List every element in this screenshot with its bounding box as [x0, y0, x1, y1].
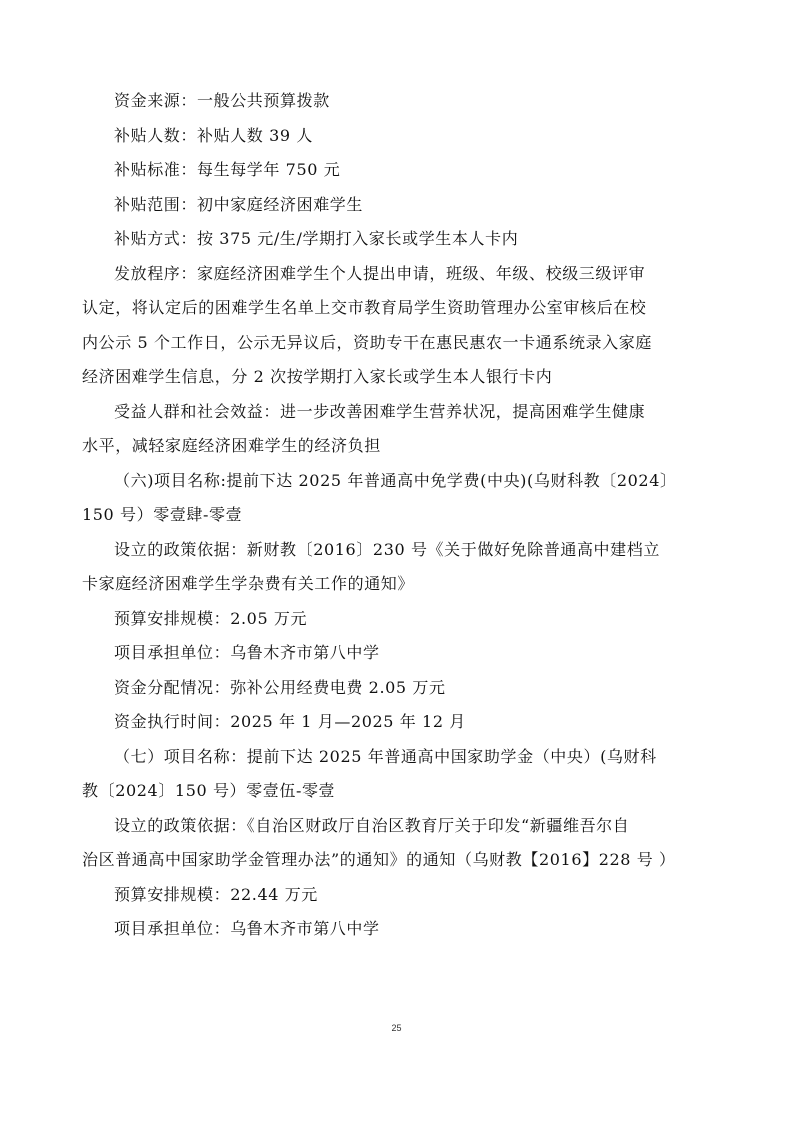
execution-time-six: 资金执行时间：2025 年 1 月—2025 年 12 月 [114, 712, 466, 731]
text-line: 受益人群和社会效益：进一步改善困难学生营养状况，提高困难学生健康 [114, 401, 646, 421]
subsidy-method: 补贴方式：按 375 元/生/学期打入家长或学生本人卡内 [114, 229, 519, 248]
text-line: （六)项目名称:提前下达 2025 年普通高中免学费(中央)(乌财科教〔2024〕 [114, 470, 677, 490]
subsidy-count: 补贴人数：补贴人数 39 人 [114, 125, 313, 145]
text-line: 治区普通高中国家助学金管理办法”的通知》的通知（乌财教【2016】228 号 ） [82, 850, 676, 869]
funding-source: 资金来源：一般公共预算拨款 [114, 91, 330, 110]
distribution-procedure [82, 257, 712, 395]
budget-scale-seven: 预算安排规模：22.44 万元 [114, 884, 318, 904]
text-line: 150 号）零壹肆-零壹 [82, 505, 243, 524]
text-line: 发放程序：家庭经济困难学生个人提出申请，班级、年级、校级三级评审 [114, 263, 646, 283]
fund-allocation-six: 资金分配情况：弥补公用经费电费 2.05 万元 [114, 677, 446, 697]
page-number: 25 [391, 1023, 402, 1033]
text-line: 教〔2024〕150 号）零壹伍-零壹 [82, 781, 336, 800]
text-line: 设立的政策依据：《自治区财政厅自治区教育厅关于印发“新疆维吾尔自 [114, 815, 630, 835]
subsidy-scope: 补贴范围：初中家庭经济困难学生 [114, 194, 364, 214]
policy-basis-seven [82, 809, 712, 878]
responsible-unit-seven: 项目承担单位：乌鲁木齐市第八中学 [114, 919, 380, 938]
text-line: 内公示 5 个工作日，公示无异议后，资助专干在惠民惠农一卡通系统录入家庭 [82, 332, 652, 352]
text-line: 设立的政策依据：新财教〔2016〕230 号《关于做好免除普通高中建档立 [114, 539, 660, 559]
project-seven-heading [82, 740, 712, 809]
subsidy-standard: 补贴标准：每生每学年 750 元 [114, 160, 341, 179]
text-line: 水平，减轻家庭经济困难学生的经济负担 [82, 436, 381, 455]
responsible-unit-six: 项目承担单位：乌鲁木齐市第八中学 [114, 643, 380, 662]
project-six-heading [82, 464, 712, 533]
text-line: 卡家庭经济困难学生学杂费有关工作的通知》 [82, 574, 415, 593]
text-line: （七）项目名称：提前下达 2025 年普通高中国家助学金（中央）(乌财科 [114, 746, 657, 766]
policy-basis-six [82, 533, 712, 602]
budget-scale-six: 预算安排规模：2.05 万元 [114, 608, 308, 628]
beneficiaries-and-benefits [82, 395, 712, 464]
text-line: 经济困难学生信息，分 2 次按学期打入家长或学生本人银行卡内 [82, 367, 553, 386]
document-body [82, 84, 712, 947]
text-line: 认定，将认定后的困难学生名单上交市教育局学生资助管理办公室审核后在校 [82, 298, 647, 317]
